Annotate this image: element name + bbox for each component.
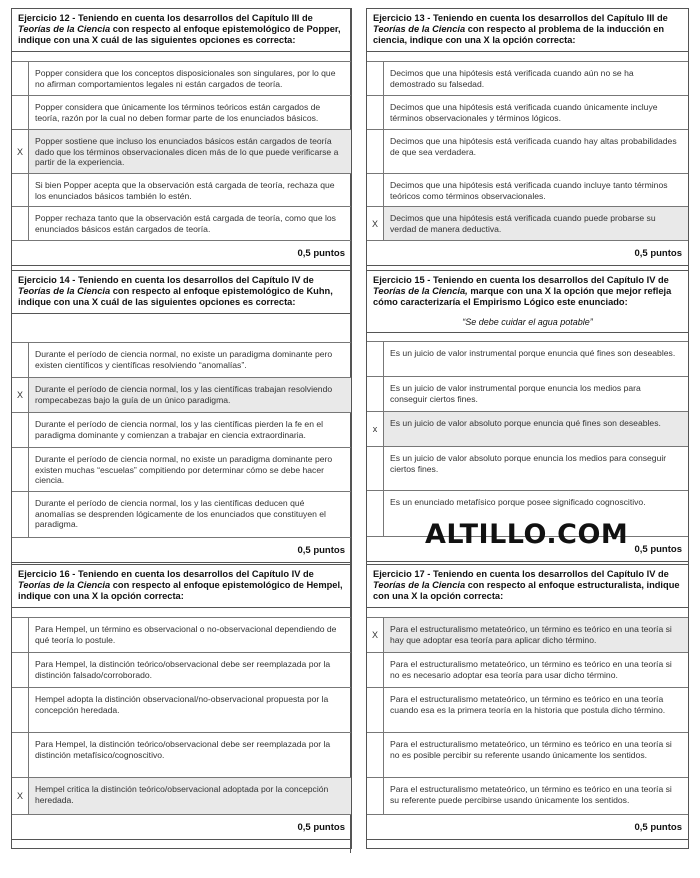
answer-mark[interactable] <box>367 733 384 777</box>
option-row[interactable] <box>12 174 351 207</box>
option-row[interactable] <box>367 342 688 377</box>
option-row[interactable] <box>367 688 688 733</box>
option-text: Si bien Popper acepta que la observación está cargada de teoría, rechaza que los enunciados básicos también lo estén. <box>35 180 335 201</box>
option-row[interactable] <box>367 412 688 447</box>
option-row[interactable] <box>12 413 351 448</box>
option-row[interactable] <box>367 447 688 491</box>
option-row[interactable] <box>12 733 351 778</box>
option-text: Es un juicio de valor instrumental porque enuncia los medios para conseguir ciertos fines. <box>390 383 641 404</box>
points-label: 0,5 puntos <box>367 241 688 266</box>
answer-mark[interactable] <box>12 733 29 777</box>
answer-mark[interactable] <box>367 447 384 490</box>
answer-mark[interactable] <box>367 377 384 411</box>
exercise-14 <box>11 270 352 564</box>
option-row[interactable] <box>367 733 688 778</box>
answer-mark[interactable] <box>367 491 384 536</box>
exercise-header: Ejercicio 16 - Teniendo en cuenta los desarrollos del Capítulo IV de Teorías de la Ciencia con respecto al enfoque epistemológico de Hempel, indique con una X la opción correcta: <box>12 565 351 608</box>
option-text: Durante el período de ciencia normal, los y las científicas pierden la fe en el paradigma dominante y comienzan a trabajar en ciencia extraordinaria. <box>35 419 324 440</box>
option-text: Para el estructuralismo metateórico, un término es teórico en una teoría si no es posible percibir su referente usando únicamente los sentidos. <box>390 739 672 760</box>
option-row[interactable] <box>12 688 351 733</box>
exercise-header: Ejercicio 14 - Teniendo en cuenta los desarrollos del Capítulo IV de Teorías de la Ciencia con respecto al enfoque epistemológico de Kuhn, indique con una X cuál de las siguientes opciones es correcta: <box>12 271 351 314</box>
answer-mark[interactable] <box>12 62 29 95</box>
option-text: Decimos que una hipótesis está verificada cuando puede probarse su verdad de manera deductiva. <box>384 207 688 240</box>
option-text: Decimos que una hipótesis está verificada cuando hay altas probabilidades de que sea verdadera. <box>390 136 677 157</box>
option-text: Hempel critica la distinción teórico/observacional adoptada por la concepción heredada. <box>29 778 351 814</box>
exercise-16 <box>11 564 352 849</box>
option-text: Para el estructuralismo metateórico, un término es teórico en una teoría si su referente puede percibirse usando únicamente los sentidos. <box>390 784 672 805</box>
option-text: Popper rechaza tanto que la observación está cargada de teoría, como que los enunciados básicos están cargados de teoría. <box>35 213 336 234</box>
watermark-logo: ALTILLO.COM <box>425 519 629 550</box>
option-text: Durante el período de ciencia normal, no existe un paradigma dominante pero existen científicos y científicas resolviendo “anomalías”. <box>35 349 333 370</box>
answer-mark[interactable] <box>367 342 384 376</box>
option-text: Popper considera que los conceptos disposicionales son singulares, por lo que no afirman comportamientos legales ni están cargados de teoría. <box>35 68 336 89</box>
option-text: Decimos que una hipótesis está verificada cuando aún no se ha demostrado su falsedad. <box>390 68 634 89</box>
option-text: Hempel adopta la distinción observacional/no-observacional propuesta por la concepción heredada. <box>35 694 329 715</box>
points-label: 0,5 puntos <box>367 815 688 840</box>
option-row[interactable] <box>12 778 351 815</box>
answer-mark[interactable]: x <box>367 412 384 446</box>
exercise-header: Ejercicio 15 - Teniendo en cuenta los desarrollos del Capítulo IV de Teorías de la Ciencia, marque con una X la opción que mejor refleja cómo caracterizaría el Empirismo Lógico este enunciado: <box>373 275 672 307</box>
option-text: Decimos que una hipótesis está verificada cuando únicamente incluye términos observacionales y términos lógicos. <box>390 102 658 123</box>
right-column <box>366 8 689 849</box>
option-row[interactable] <box>12 653 351 688</box>
answer-mark[interactable] <box>367 778 384 814</box>
option-text: Para el estructuralismo metateórico, un término es teórico en una teoría si no es necesario adoptar esa teoría para usar dicho término. <box>390 659 672 680</box>
option-text: Para el estructuralismo metateórico, un término es teórico en una teoría si hay que adoptar esa teoría para aplicar dicho término. <box>384 618 688 652</box>
option-row[interactable] <box>12 448 351 492</box>
exercise-13 <box>366 8 689 270</box>
exercise-header: Ejercicio 17 - Teniendo en cuenta los desarrollos del Capítulo IV de Teorías de la Ciencia con respecto al enfoque estructuralista, indique con una X la opción correcta: <box>367 565 688 608</box>
option-row[interactable] <box>367 130 688 174</box>
answer-mark[interactable]: X <box>12 378 29 412</box>
option-row[interactable] <box>12 96 351 130</box>
option-text: Para Hempel, la distinción teórico/observacional debe ser reemplazada por la distinción metafísico/cognoscitivo. <box>35 739 331 760</box>
option-row[interactable] <box>367 96 688 130</box>
answer-mark[interactable] <box>367 62 384 95</box>
option-text: Durante el período de ciencia normal, los y las científicas trabajan resolviendo rompecabezas bajo la guía de un único paradigma. <box>29 378 351 412</box>
exercise-17 <box>366 564 689 849</box>
option-text: Popper considera que únicamente los términos teóricos están cargados de teoría, razón por la cual no deben formar parte de los enunciados básicos. <box>35 102 321 123</box>
exercise-header: Ejercicio 12 - Teniendo en cuenta los desarrollos del Capítulo III de Teorías de la Ciencia con respecto al enfoque epistemológico de Popper, indique con una X cuál de las siguientes opciones es correcta: <box>12 9 351 52</box>
answer-mark[interactable] <box>367 653 384 687</box>
left-column <box>11 8 352 849</box>
answer-mark[interactable] <box>12 448 29 491</box>
answer-mark[interactable]: X <box>12 778 29 814</box>
answer-mark[interactable] <box>12 343 29 377</box>
answer-mark[interactable] <box>367 688 384 732</box>
answer-mark[interactable] <box>12 492 29 537</box>
option-text: Durante el período de ciencia normal, no existe un paradigma dominante pero existen muchas “escuelas” compitiendo por determinar cómo se debe hacer ciencia. <box>35 454 333 485</box>
answer-mark[interactable] <box>12 413 29 447</box>
quoted-statement: “Se debe cuidar el agua potable” <box>462 317 593 327</box>
option-row[interactable] <box>12 378 351 413</box>
option-row[interactable] <box>367 62 688 96</box>
option-row[interactable] <box>367 618 688 653</box>
option-text: Es un juicio de valor instrumental porque enuncia qué fines son deseables. <box>390 348 676 358</box>
answer-mark[interactable] <box>12 653 29 687</box>
option-row[interactable] <box>12 618 351 653</box>
answer-mark[interactable] <box>367 130 384 173</box>
points-label: 0,5 puntos <box>12 241 351 266</box>
option-row[interactable] <box>367 653 688 688</box>
answer-mark[interactable] <box>12 174 29 206</box>
option-row[interactable] <box>367 174 688 207</box>
exercise-header: Ejercicio 13 - Teniendo en cuenta los desarrollos del Capítulo III de Teorías de la Ciencia con respecto al problema de la inducción en ciencia, indique con una X la opción correcta: <box>367 9 688 52</box>
option-text: Es un enunciado metafísico porque posee significado cognoscitivo. <box>390 497 646 507</box>
answer-mark[interactable] <box>12 618 29 652</box>
answer-mark[interactable] <box>12 96 29 129</box>
points-label: 0,5 puntos <box>12 815 351 840</box>
option-text: Decimos que una hipótesis está verificada cuando incluye tanto términos teóricos como términos observacionales. <box>390 180 668 201</box>
answer-mark[interactable]: X <box>367 618 384 652</box>
option-text: Durante el período de ciencia normal, los y las científicas deducen qué anomalías se desprenden lógicamente de los enunciados que constituyen el paradigma. <box>35 498 326 529</box>
exercise-12 <box>11 8 352 270</box>
option-text: Es un juicio de valor absoluto porque enuncia los medios para conseguir ciertos fines. <box>390 453 667 474</box>
option-row[interactable] <box>12 343 351 378</box>
option-row[interactable] <box>12 492 351 538</box>
option-text: Para el estructuralismo metateórico, un término es teórico en una teoría cuando esa es la primera teoría en la historia que postula dicho término. <box>390 694 666 715</box>
option-row[interactable] <box>367 207 688 241</box>
answer-mark[interactable] <box>367 96 384 129</box>
option-text: Es un juicio de valor absoluto porque enuncia qué fines son deseables. <box>384 412 688 446</box>
answer-mark[interactable] <box>367 174 384 206</box>
option-text: Para Hempel, la distinción teórico/observacional debe ser reemplazada por la distinción falsado/corroborado. <box>35 659 331 680</box>
points-label: 0,5 puntos <box>12 538 351 563</box>
option-text: Popper sostiene que incluso los enunciados básicos están cargados de teoría dado que los términos observacionales dicen más de lo que puede verificarse a partir de la experiencia. <box>29 130 351 173</box>
option-row[interactable] <box>367 778 688 815</box>
answer-mark[interactable]: X <box>12 130 29 173</box>
option-text: Para Hempel, un término es observacional o no-observacional dependiendo de qué teoría lo postule. <box>35 624 337 645</box>
answer-mark[interactable] <box>12 688 29 732</box>
points-label: 0,5 puntos <box>367 537 688 562</box>
answer-mark[interactable] <box>12 207 29 240</box>
answer-mark[interactable]: X <box>367 207 384 240</box>
option-row[interactable] <box>12 130 351 174</box>
option-row[interactable] <box>12 62 351 96</box>
option-row[interactable] <box>12 207 351 241</box>
option-row[interactable] <box>367 377 688 412</box>
